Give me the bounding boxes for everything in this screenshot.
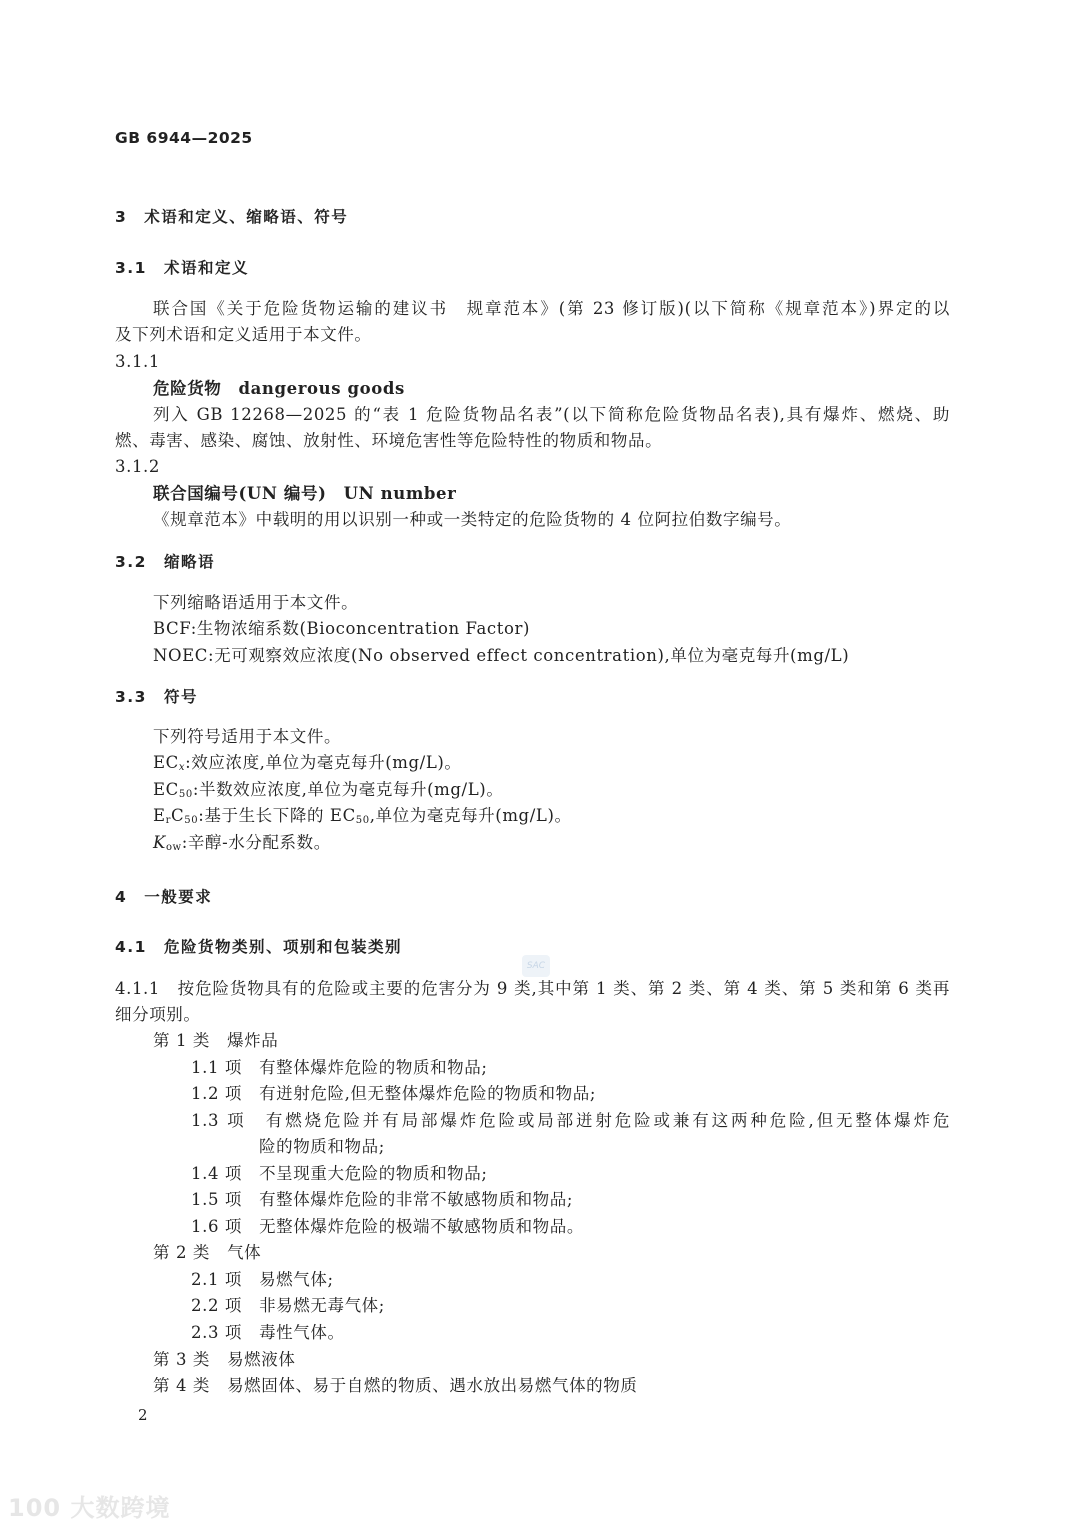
paragraph: 及下列术语和定义适用于本文件。 bbox=[115, 325, 372, 344]
symbol-definition: :辛醇-水分配系数。 bbox=[181, 833, 331, 852]
section-4-heading: 4 一般要求 bbox=[115, 888, 213, 906]
subscript: 50 bbox=[355, 815, 370, 826]
division-item: 2.2 项 非易燃无毒气体; bbox=[191, 1296, 385, 1315]
division-item: 1.3 项 有燃烧危险并有局部爆炸危险或局部迸射危险或兼有这两种危险,但无整体爆炸危 bbox=[191, 1111, 950, 1130]
symbol-definition: :基于生长下降的 EC bbox=[198, 806, 356, 825]
class-2: 第 2 类 气体 bbox=[153, 1243, 262, 1262]
section-3-2-heading: 3.2 缩略语 bbox=[115, 553, 215, 571]
page-number: 2 bbox=[138, 1406, 149, 1424]
subscript: 50 bbox=[178, 789, 193, 800]
section-3-3-heading: 3.3 符号 bbox=[115, 688, 198, 706]
division-item: 1.6 项 无整体爆炸危险的极端不敏感物质和物品。 bbox=[191, 1217, 584, 1236]
abbreviation: NOEC:无可观察效应浓度(No observed effect concentration),单位为毫克每升(mg/L) bbox=[153, 646, 850, 665]
class-4: 第 4 类 易燃固体、易于自燃的物质、遇水放出易燃气体的物质 bbox=[153, 1376, 638, 1395]
subscript: r bbox=[165, 815, 172, 826]
symbol: EC bbox=[153, 753, 179, 772]
term-number: 3.1.2 bbox=[115, 457, 160, 476]
symbol: E bbox=[153, 806, 166, 825]
term-title: 联合国编号(UN 编号) UN number bbox=[153, 484, 457, 503]
doc-id-header: GB 6944—2025 bbox=[115, 129, 253, 147]
term-number: 3.1.1 bbox=[115, 352, 160, 371]
paragraph: 4.1.1 按危险货物具有的危险或主要的危害分为 9 类,其中第 1 类、第 2 类、第 4 类、第 5 类和第 6 类再 bbox=[115, 979, 950, 998]
corner-watermark-logo: 100 大数跨境 bbox=[8, 1494, 171, 1522]
symbol-definition: :效应浓度,单位为毫克每升(mg/L)。 bbox=[185, 753, 462, 772]
term-definition: 列入 GB 12268—2025 的“表 1 危险货物品名表”(以下简称危险货物品名表),具有爆炸、燃烧、助 bbox=[153, 405, 950, 424]
class-1: 第 1 类 爆炸品 bbox=[153, 1031, 279, 1050]
division-item: 2.3 项 毒性气体。 bbox=[191, 1323, 345, 1342]
symbol-kow bbox=[153, 832, 331, 859]
term-title: 危险货物 dangerous goods bbox=[153, 379, 405, 398]
symbol-ec50 bbox=[153, 779, 503, 806]
subscript: 50 bbox=[184, 815, 199, 826]
division-item-cont: 险的物质和物品; bbox=[259, 1137, 385, 1156]
section-3-1-heading: 3.1 术语和定义 bbox=[115, 259, 249, 277]
symbol: EC bbox=[153, 780, 179, 799]
term-definition: 《规章范本》中载明的用以识别一种或一类特定的危险货物的 4 位阿拉伯数字编号。 bbox=[153, 510, 792, 529]
paragraph: 联合国《关于危险货物运输的建议书 规章范本》(第 23 修订版)(以下简称《规章范本》)界定的以 bbox=[153, 299, 950, 318]
class-3: 第 3 类 易燃液体 bbox=[153, 1350, 296, 1369]
division-item: 1.2 项 有迸射危险,但无整体爆炸危险的物质和物品; bbox=[191, 1084, 596, 1103]
division-item: 1.1 项 有整体爆炸危险的物质和物品; bbox=[191, 1058, 488, 1077]
symbol-definition: ,单位为毫克每升(mg/L)。 bbox=[369, 806, 572, 825]
paragraph: 下列缩略语适用于本文件。 bbox=[153, 593, 359, 612]
sac-watermark: SAC bbox=[522, 955, 550, 977]
subscript: ow bbox=[165, 842, 182, 853]
section-4-1-heading: 4.1 危险货物类别、项别和包装类别 bbox=[115, 938, 402, 956]
division-item: 1.5 项 有整体爆炸危险的非常不敏感物质和物品; bbox=[191, 1190, 574, 1209]
division-item: 2.1 项 易燃气体; bbox=[191, 1270, 334, 1289]
symbol: C bbox=[171, 806, 185, 825]
term-definition: 燃、毒害、感染、腐蚀、放射性、环境危害性等危险特性的物质和物品。 bbox=[115, 431, 663, 450]
symbol-erc50 bbox=[153, 805, 572, 832]
symbol: K bbox=[153, 833, 166, 852]
paragraph: 细分项别。 bbox=[115, 1005, 201, 1024]
section-3-heading: 3 术语和定义、缩略语、符号 bbox=[115, 208, 349, 226]
abbreviation: BCF:生物浓缩系数(Bioconcentration Factor) bbox=[153, 619, 531, 638]
paragraph: 下列符号适用于本文件。 bbox=[153, 727, 342, 746]
subscript: x bbox=[178, 762, 186, 773]
symbol-definition: :半数效应浓度,单位为毫克每升(mg/L)。 bbox=[192, 780, 504, 799]
symbol-ecx bbox=[153, 752, 462, 779]
division-item: 1.4 项 不呈现重大危险的物质和物品; bbox=[191, 1164, 488, 1183]
